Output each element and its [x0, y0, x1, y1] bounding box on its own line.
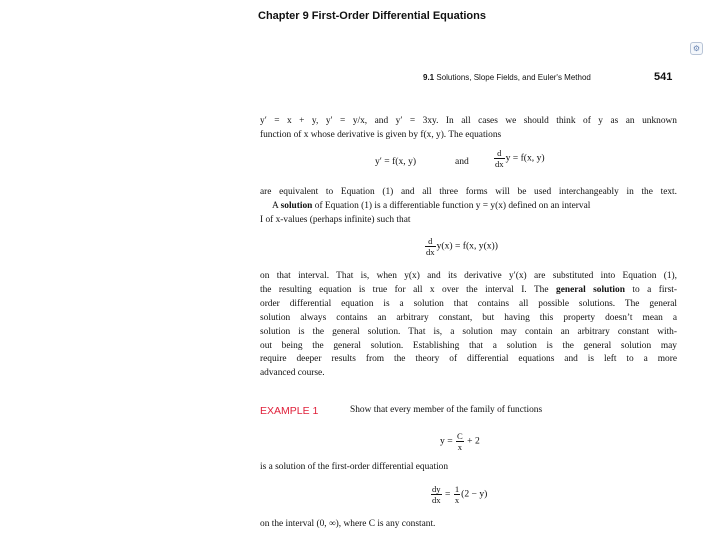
top-header-bar — [0, 0, 711, 42]
paragraph-line: advanced course. — [260, 368, 325, 379]
d-dx-fraction: $\frac{d}{dx}$ — [495, 148, 504, 169]
equation-2: $\frac{d}{dx}$ y(x) = f(x, y(x)) — [426, 236, 498, 257]
paragraph-2 — [260, 186, 677, 228]
paragraph-line: A solution of Equation (1) is a differentiable function y = y(x) defined on an interval — [272, 200, 591, 211]
running-head — [423, 73, 591, 82]
term-general-solution: general solution — [556, 284, 625, 295]
equation-4: $\frac{dy}{dx}$ = $\frac{1}{x}$ (2 − y) — [432, 484, 488, 505]
paragraph-line: out being the general solution. Establishing that a solution is the general solution may — [260, 340, 677, 351]
paragraph-1 — [260, 115, 677, 143]
paragraph-line: on the interval (0, ∞), where C is any constant. — [260, 519, 436, 529]
paragraph-line: the resulting equation is true for all x over the interval I. The general solution to a first- — [260, 284, 677, 295]
example-statement: Show that every member of the family of functions — [350, 405, 543, 415]
paragraph-line: are equivalent to Equation (1) and all three forms will be used interchangeably in the text. — [260, 187, 677, 197]
paragraph-line: solution always contains an arbitrary constant, but having this property doesn’t mean a — [260, 312, 677, 323]
paragraph-line: order differential equation is a solution that contains all possible solutions. The general — [260, 298, 677, 309]
paragraph-line: y′ = x + y, y′ = y/x, and y′ = 3xy. In all cases we should think of y as an unknown — [260, 116, 677, 126]
c-over-x-fraction: $\frac{C}{x}$ — [457, 431, 463, 452]
paragraph-line: is a solution of the first-order differential equation — [260, 462, 449, 472]
equation-1-and: and — [455, 156, 469, 167]
section-title: Solutions, Slope Fields, and Euler's Method — [436, 73, 591, 82]
paragraph-line: on that interval. That is, when y(x) and its derivative y′(x) are substituted into Equation (1), — [260, 271, 677, 281]
one-over-x-fraction: $\frac{1}{x}$ — [454, 484, 460, 505]
paragraph-4 — [260, 461, 677, 475]
dy-dx-fraction: $\frac{dy}{dx}$ — [432, 484, 441, 505]
page-number: 541 — [654, 71, 673, 83]
paragraph-3 — [260, 270, 677, 381]
paragraph-line: require deeper results from the theory of differential equations and is left to a more — [260, 354, 677, 365]
d-dx-fraction: $\frac{d}{dx}$ — [426, 236, 435, 257]
paragraph-line: function of x whose derivative is given by f(x, y). The equations — [260, 129, 502, 140]
equation-3: y = $\frac{C}{x}$ + 2 — [440, 431, 480, 452]
equation-1-right: $\frac{d}{dx}$ y = f(x, y) — [495, 148, 545, 169]
paragraph-5 — [260, 518, 677, 532]
chapter-title: Chapter 9 First-Order Differential Equations — [258, 10, 486, 22]
equation-1-left: y′ = f(x, y) — [375, 156, 417, 167]
term-solution: solution — [280, 200, 313, 211]
example-label: EXAMPLE 1 — [260, 405, 319, 417]
paragraph-line: solution is the general solution. That is, a solution may contain an arbitrary constant with- — [260, 326, 677, 337]
reader-mode-icon[interactable]: ⚙ — [690, 42, 703, 55]
paragraph-line: I of x-values (perhaps infinite) such that — [260, 214, 411, 225]
section-number: 9.1 — [423, 73, 435, 82]
